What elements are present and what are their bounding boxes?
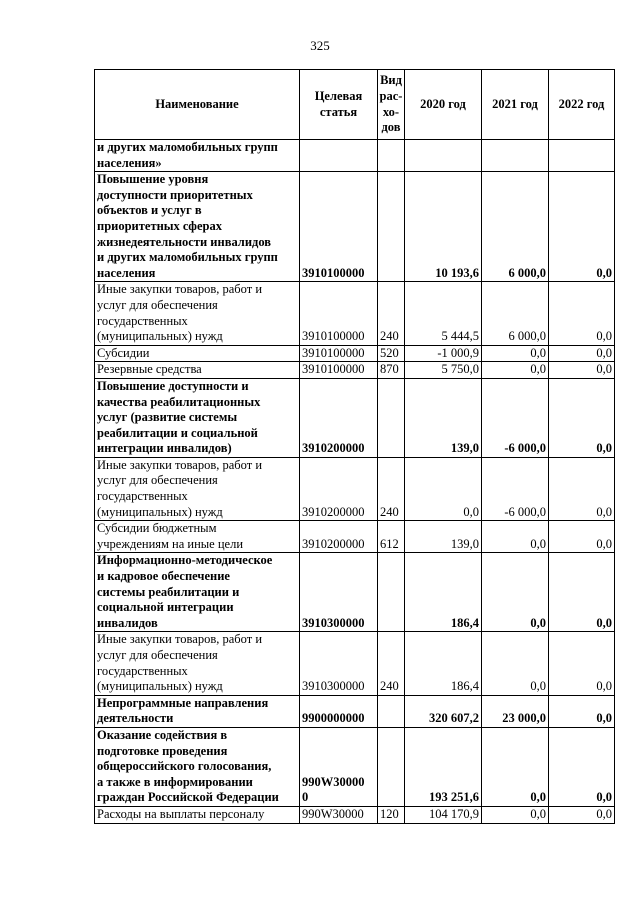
row-name: Расходы на выплаты персоналу	[95, 806, 300, 823]
row-target-code: 3910100000	[300, 172, 378, 282]
row-name: Субсидии бюджетным учреждениям на иные цели	[95, 521, 300, 553]
row-name: Иные закупки товаров, работ и услуг для обеспечения государственных (муниципальных) нужд	[95, 632, 300, 695]
row-value-2022: 0,0	[549, 521, 615, 553]
row-value-2020: 139,0	[405, 521, 482, 553]
row-value-2022: 0,0	[549, 727, 615, 806]
row-value-2022: 0,0	[549, 172, 615, 282]
row-target-code: 3910100000	[300, 282, 378, 345]
row-value-2021: 0,0	[482, 345, 549, 362]
table-header-row	[95, 70, 615, 140]
page-number: 325	[310, 38, 330, 53]
row-value-2021: -6 000,0	[482, 457, 549, 520]
table-row	[95, 172, 615, 282]
header-expense-type: Вид рас-хо-дов	[378, 70, 405, 140]
row-target-code: 3910200000	[300, 378, 378, 457]
row-target-code: 990W30000 0	[300, 727, 378, 806]
row-value-2021: -6 000,0	[482, 378, 549, 457]
row-value-2021: 0,0	[482, 806, 549, 823]
row-value-2020: 5 444,5	[405, 282, 482, 345]
row-value-2021: 0,0	[482, 632, 549, 695]
table-row	[95, 140, 615, 172]
row-value-2021: 0,0	[482, 727, 549, 806]
row-target-code: 3910300000	[300, 632, 378, 695]
row-expense-type: 870	[378, 362, 405, 379]
row-name: Иные закупки товаров, работ и услуг для обеспечения государственных (муниципальных) нужд	[95, 457, 300, 520]
row-target-code: 3910100000	[300, 345, 378, 362]
row-name: Непрограммные направления деятельности	[95, 695, 300, 727]
budget-table	[94, 69, 615, 824]
row-value-2021: 23 000,0	[482, 695, 549, 727]
row-value-2022: 0,0	[549, 806, 615, 823]
row-value-2022: 0,0	[549, 553, 615, 632]
row-value-2021: 6 000,0	[482, 172, 549, 282]
table-row	[95, 806, 615, 823]
row-value-2022: 0,0	[549, 362, 615, 379]
row-value-2020: 193 251,6	[405, 727, 482, 806]
row-target-code: 3910100000	[300, 362, 378, 379]
row-expense-type	[378, 172, 405, 282]
row-expense-type	[378, 553, 405, 632]
table-row	[95, 553, 615, 632]
row-expense-type: 240	[378, 282, 405, 345]
row-target-code	[300, 140, 378, 172]
row-name: Резервные средства	[95, 362, 300, 379]
row-value-2020: -1 000,9	[405, 345, 482, 362]
row-target-code: 9900000000	[300, 695, 378, 727]
row-name: Повышение доступности и качества реабилитационных услуг (развитие системы реабилитации и социальной интеграции инвалидов)	[95, 378, 300, 457]
row-value-2021: 6 000,0	[482, 282, 549, 345]
header-target: Целевая статья	[300, 70, 378, 140]
table-row	[95, 345, 615, 362]
row-value-2022: 0,0	[549, 345, 615, 362]
table-body	[95, 140, 615, 824]
row-value-2020	[405, 140, 482, 172]
row-value-2022: 0,0	[549, 457, 615, 520]
row-value-2022: 0,0	[549, 378, 615, 457]
header-2022: 2022 год	[549, 70, 615, 140]
table-row	[95, 378, 615, 457]
header-2020: 2020 год	[405, 70, 482, 140]
row-value-2022: 0,0	[549, 632, 615, 695]
table-row	[95, 695, 615, 727]
row-value-2021	[482, 140, 549, 172]
row-value-2020: 10 193,6	[405, 172, 482, 282]
row-target-code: 990W30000	[300, 806, 378, 823]
row-expense-type	[378, 695, 405, 727]
row-name: Повышение уровня доступности приоритетных объектов и услуг в приоритетных сферах жизнедеятельности инвалидов и других маломобильных групп населения	[95, 172, 300, 282]
row-expense-type: 120	[378, 806, 405, 823]
row-expense-type: 240	[378, 632, 405, 695]
row-value-2021: 0,0	[482, 553, 549, 632]
row-value-2020: 186,4	[405, 632, 482, 695]
table-row	[95, 457, 615, 520]
row-target-code: 3910200000	[300, 457, 378, 520]
row-value-2020: 0,0	[405, 457, 482, 520]
row-expense-type	[378, 378, 405, 457]
row-value-2022: 0,0	[549, 282, 615, 345]
table-row	[95, 727, 615, 806]
row-value-2020: 320 607,2	[405, 695, 482, 727]
row-name: Субсидии	[95, 345, 300, 362]
row-value-2020: 104 170,9	[405, 806, 482, 823]
row-name: Иные закупки товаров, работ и услуг для обеспечения государственных (муниципальных) нужд	[95, 282, 300, 345]
row-expense-type: 240	[378, 457, 405, 520]
row-value-2022: 0,0	[549, 695, 615, 727]
row-value-2021: 0,0	[482, 362, 549, 379]
header-2021: 2021 год	[482, 70, 549, 140]
row-value-2022	[549, 140, 615, 172]
table-row	[95, 362, 615, 379]
row-name: Информационно-методическое и кадровое обеспечение системы реабилитации и социальной интеграции инвалидов	[95, 553, 300, 632]
row-name: Оказание содействия в подготовке проведения общероссийского голосования, а также в информировании граждан Российской Федерации	[95, 727, 300, 806]
row-expense-type	[378, 727, 405, 806]
row-value-2020: 186,4	[405, 553, 482, 632]
header-name: Наименование	[95, 70, 300, 140]
row-expense-type: 612	[378, 521, 405, 553]
row-expense-type: 520	[378, 345, 405, 362]
table-row	[95, 521, 615, 553]
row-value-2020: 139,0	[405, 378, 482, 457]
row-target-code: 3910200000	[300, 521, 378, 553]
row-target-code: 3910300000	[300, 553, 378, 632]
row-name: и других маломобильных групп населения»	[95, 140, 300, 172]
row-value-2020: 5 750,0	[405, 362, 482, 379]
table-row	[95, 632, 615, 695]
row-expense-type	[378, 140, 405, 172]
table-row	[95, 282, 615, 345]
row-value-2021: 0,0	[482, 521, 549, 553]
